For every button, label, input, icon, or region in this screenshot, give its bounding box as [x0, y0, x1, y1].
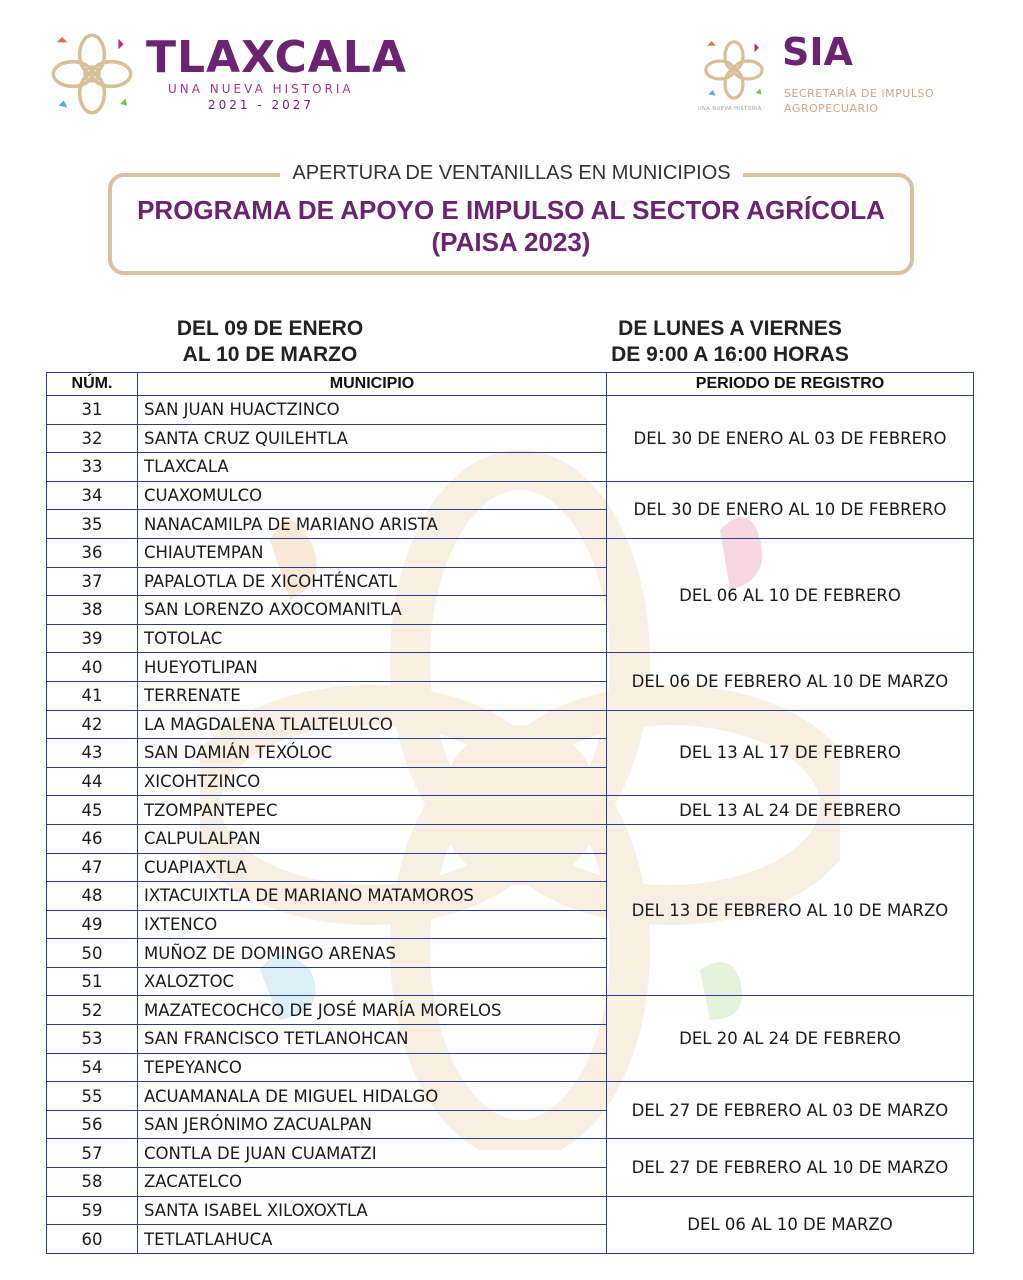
row-number: 32: [47, 424, 138, 453]
registration-period: DEL 27 DE FEBRERO AL 03 DE MARZO: [607, 1082, 974, 1139]
row-number: 43: [47, 739, 138, 768]
municipality-name: CUAXOMULCO: [138, 481, 607, 510]
row-number: 37: [47, 567, 138, 596]
row-number: 59: [47, 1196, 138, 1225]
row-number: 53: [47, 1025, 138, 1054]
registration-period: DEL 13 AL 24 DE FEBRERO: [607, 796, 974, 825]
municipality-name: CONTLA DE JUAN CUAMATZI: [138, 1139, 607, 1168]
municipality-name: LA MAGDALENA TLALTELULCO: [138, 710, 607, 739]
registration-period: DEL 06 AL 10 DE MARZO: [607, 1196, 974, 1253]
tlaxcala-logo: [48, 30, 407, 122]
municipality-name: IXTENCO: [138, 910, 607, 939]
table-body: [47, 396, 974, 1254]
table-row: [47, 396, 974, 425]
logo-tagline: UNA NUEVA HISTORIA: [168, 82, 354, 96]
municipality-name: ZACATELCO: [138, 1168, 607, 1197]
sia-logo: [698, 30, 958, 122]
municipality-name: SANTA CRUZ QUILEHTLA: [138, 424, 607, 453]
municipality-name: SAN JUAN HUACTZINCO: [138, 396, 607, 425]
table-row: [47, 481, 974, 510]
office-hours-line1: DE LUNES A VIERNES: [618, 317, 842, 340]
municipality-name: PAPALOTLA DE XICOHTÉNCATL: [138, 567, 607, 596]
sia-subtitle-line2: AGROPECUARIO: [784, 102, 879, 115]
registration-period: DEL 13 DE FEBRERO AL 10 DE MARZO: [607, 824, 974, 996]
row-number: 35: [47, 510, 138, 539]
row-number: 54: [47, 1053, 138, 1082]
registration-period: DEL 06 DE FEBRERO AL 10 DE MARZO: [607, 653, 974, 710]
municipality-name: NANACAMILPA DE MARIANO ARISTA: [138, 510, 607, 539]
program-title: [108, 194, 914, 258]
date-range-line2: AL 10 DE MARZO: [182, 343, 358, 366]
row-number: 47: [47, 853, 138, 882]
table-header-row: [47, 373, 974, 396]
municipality-name: CALPULALPAN: [138, 824, 607, 853]
municipality-name: TOTOLAC: [138, 624, 607, 653]
title-top-label: [0, 162, 1023, 185]
row-number: 44: [47, 767, 138, 796]
row-number: 40: [47, 653, 138, 682]
municipality-name: SAN JERÓNIMO ZACUALPAN: [138, 1110, 607, 1139]
municipality-name: HUEYOTLIPAN: [138, 653, 607, 682]
registration-period: DEL 30 DE ENERO AL 10 DE FEBRERO: [607, 481, 974, 538]
column-header-periodo: PERIODO DE REGISTRO: [607, 373, 974, 396]
row-number: 45: [47, 796, 138, 825]
registration-schedule-table: [46, 372, 974, 1254]
row-number: 57: [47, 1139, 138, 1168]
municipality-name: XALOZTOC: [138, 967, 607, 996]
sia-subtitle-line1: SECRETARÍA DE IMPULSO: [784, 87, 935, 100]
row-number: 48: [47, 882, 138, 911]
municipality-name: TETLATLAHUCA: [138, 1225, 607, 1254]
row-number: 39: [47, 624, 138, 653]
row-number: 31: [47, 396, 138, 425]
row-number: 46: [47, 824, 138, 853]
date-range-line1: DEL 09 DE ENERO: [176, 317, 364, 340]
column-header-municipio: MUNICIPIO: [138, 373, 607, 396]
row-number: 52: [47, 996, 138, 1025]
municipality-name: SAN DAMIÁN TEXÓLOC: [138, 739, 607, 768]
table-row: [47, 710, 974, 739]
row-number: 38: [47, 596, 138, 625]
registration-period: DEL 30 DE ENERO AL 03 DE FEBRERO: [607, 396, 974, 482]
municipality-name: ACUAMANALA DE MIGUEL HIDALGO: [138, 1082, 607, 1111]
table-row: [47, 538, 974, 567]
office-hours-line2: DE 9:00 A 16:00 HORAS: [611, 343, 849, 366]
row-number: 42: [47, 710, 138, 739]
table-row: [47, 653, 974, 682]
municipality-name: MUÑOZ DE DOMINGO ARENAS: [138, 939, 607, 968]
municipality-name: SANTA ISABEL XILOXOXTLA: [138, 1196, 607, 1225]
table-row: [47, 796, 974, 825]
tlaxcala-wordmark: TLAXCALA: [146, 32, 407, 83]
row-number: 50: [47, 939, 138, 968]
row-number: 33: [47, 453, 138, 482]
row-number: 41: [47, 681, 138, 710]
municipality-name: CHIAUTEMPAN: [138, 538, 607, 567]
registration-period: DEL 27 DE FEBRERO AL 10 DE MARZO: [607, 1139, 974, 1196]
registration-period: DEL 20 AL 24 DE FEBRERO: [607, 996, 974, 1082]
registration-period: DEL 13 AL 17 DE FEBRERO: [607, 710, 974, 796]
table-row: [47, 1196, 974, 1225]
municipality-name: TERRENATE: [138, 681, 607, 710]
flower-emblem-icon: [48, 30, 136, 118]
municipality-name: SAN FRANCISCO TETLANOHCAN: [138, 1025, 607, 1054]
municipality-name: TZOMPANTEPEC: [138, 796, 607, 825]
registration-period: DEL 06 AL 10 DE FEBRERO: [607, 538, 974, 652]
municipality-name: MAZATECOCHCO DE JOSÉ MARÍA MORELOS: [138, 996, 607, 1025]
municipality-name: XICOHTZINCO: [138, 767, 607, 796]
program-title-line2: (PAISA 2023): [431, 227, 591, 257]
municipality-name: CUAPIAXTLA: [138, 853, 607, 882]
municipality-name: TEPEYANCO: [138, 1053, 607, 1082]
flower-emblem-icon: [702, 38, 766, 102]
logo-mini-tagline: UNA NUEVA HISTORIA: [698, 106, 762, 112]
title-top-text: APERTURA DE VENTANILLAS EN MUNICIPIOS: [280, 162, 742, 184]
table-row: [47, 996, 974, 1025]
table-row: [47, 1082, 974, 1111]
row-number: 55: [47, 1082, 138, 1111]
column-header-num: NÚM.: [47, 373, 138, 396]
date-range: [140, 316, 400, 368]
row-number: 34: [47, 481, 138, 510]
row-number: 49: [47, 910, 138, 939]
office-hours: [590, 316, 870, 368]
row-number: 51: [47, 967, 138, 996]
logo-years: 2021 - 2027: [208, 98, 315, 112]
row-number: 60: [47, 1225, 138, 1254]
row-number: 58: [47, 1168, 138, 1197]
row-number: 36: [47, 538, 138, 567]
sia-wordmark: SIA: [782, 30, 853, 74]
row-number: 56: [47, 1110, 138, 1139]
table-row: [47, 1139, 974, 1168]
table-row: [47, 824, 974, 853]
municipality-name: SAN LORENZO AXOCOMANITLA: [138, 596, 607, 625]
municipality-name: IXTACUIXTLA DE MARIANO MATAMOROS: [138, 882, 607, 911]
municipality-name: TLAXCALA: [138, 453, 607, 482]
program-title-line1: PROGRAMA DE APOYO E IMPULSO AL SECTOR AGRÍCOLA: [137, 195, 885, 225]
